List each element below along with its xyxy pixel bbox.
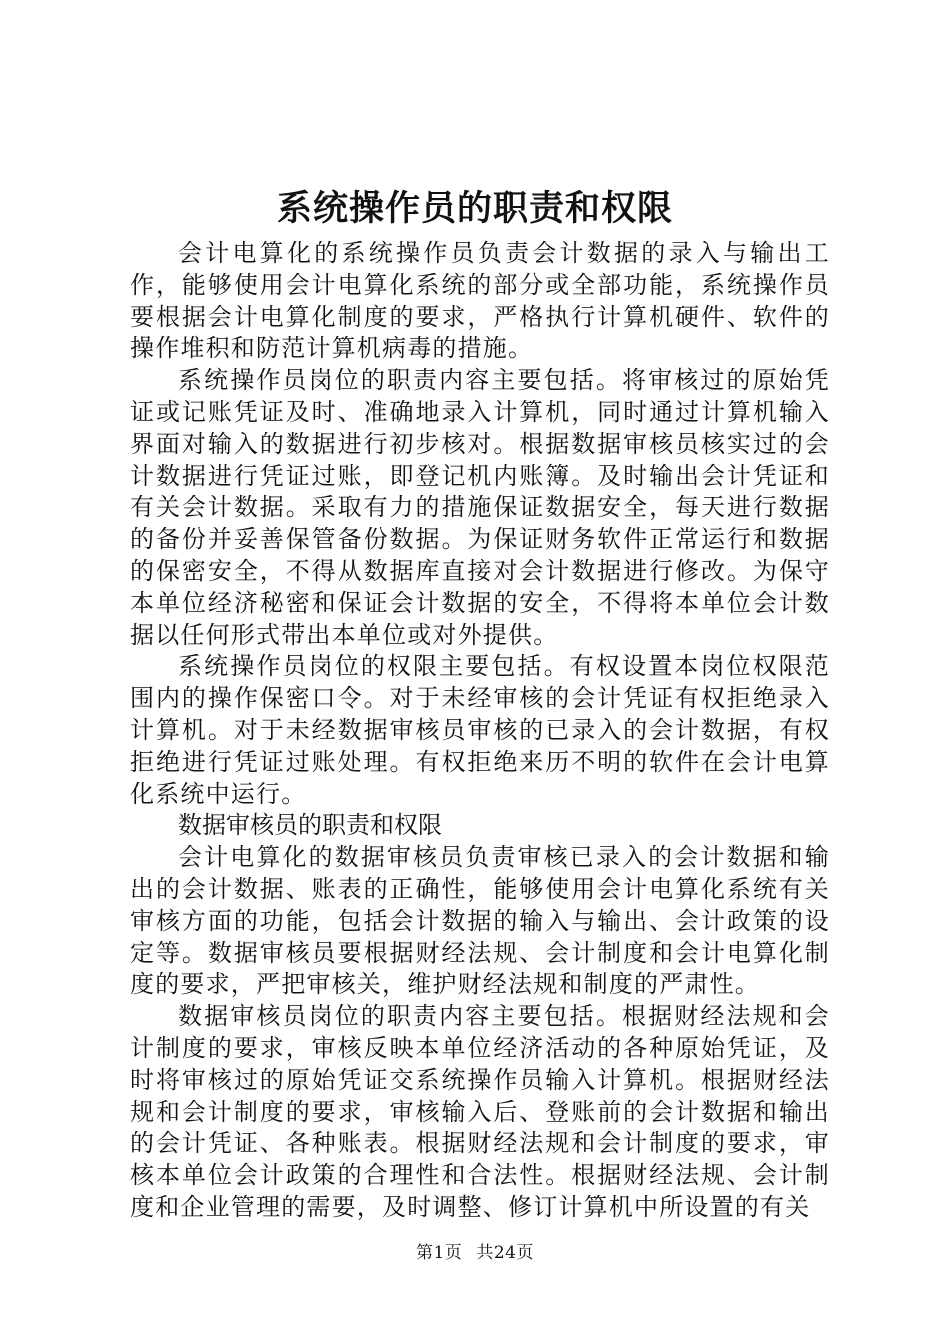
paragraph: 系统操作员岗位的权限主要包括。有权设置本岗位权限范围内的操作保密口令。对于未经审核的会计凭证有权拒绝录入计算机。对于未经数据审核员审核的已录入的会计数据，有权拒绝进行凭证过账处理。有权拒绝来历不明的软件在会计电算化系统中运行。 bbox=[130, 652, 830, 808]
paragraph: 会计电算化的系统操作员负责会计数据的录入与输出工作，能够使用会计电算化系统的部分或全部功能，系统操作员要根据会计电算化制度的要求，严格执行计算机硬件、软件的操作堆积和防范计算机病毒的措施。 bbox=[130, 239, 830, 363]
page-total: 共24页 bbox=[476, 1243, 534, 1263]
paragraph: 系统操作员岗位的职责内容主要包括。将审核过的原始凭证或记账凭证及时、准确地录入计算机，同时通过计算机输入界面对输入的数据进行初步核对。根据数据审核员核实过的会计数据进行凭证过账，即登记机内账簿。及时输出会计凭证和有关会计数据。采取有力的措施保证数据安全，每天进行数据的备份并妥善保管备份数据。为保证财务软件正常运行和数据的保密安全，不得从数据库直接对会计数据进行修改。为保守本单位经济秘密和保证会计数据的安全，不得将本单位会计数据以任何形式带出本单位或对外提供。 bbox=[130, 366, 830, 649]
paragraph: 会计电算化的数据审核员负责审核已录入的会计数据和输出的会计数据、账表的正确性，能够使用会计电算化系统有关审核方面的功能，包括会计数据的输入与输出、会计政策的设定等。数据审核员要根据财经法规、会计制度和会计电算化制度的要求，严把审核关，维护财经法规和制度的严肃性。 bbox=[130, 843, 830, 999]
document-title: 系统操作员的职责和权限 bbox=[276, 188, 673, 229]
page-footer bbox=[0, 1241, 950, 1265]
document-body bbox=[130, 238, 830, 1224]
page-number: 第1页 bbox=[416, 1243, 463, 1263]
section-subheading: 数据审核员的职责和权限 bbox=[178, 811, 442, 840]
paragraph: 数据审核员岗位的职责内容主要包括。根据财经法规和会计制度的要求，审核反映本单位经济活动的各种原始凭证，及时将审核过的原始凭证交系统操作员输入计算机。根据财经法规和会计制度的要求，审核输入后、登账前的会计数据和输出的会计凭证、各种账表。根据财经法规和会计制度的要求，审核本单位会计政策的合理性和合法性。根据财经法规、会计制度和企业管理的需要，及时调整、修订计算机中所设置的有关 bbox=[130, 1002, 830, 1221]
